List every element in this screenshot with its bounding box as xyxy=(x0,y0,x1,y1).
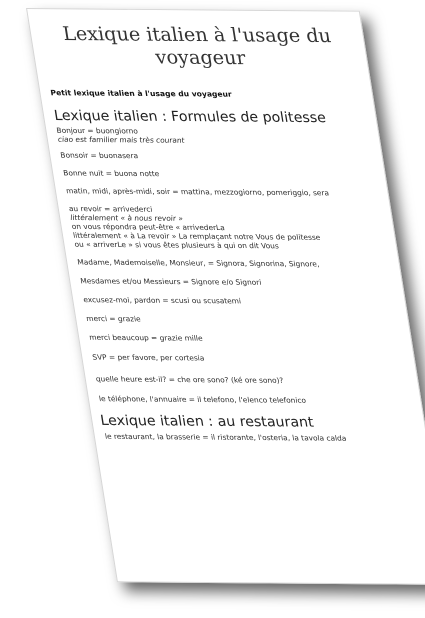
lexicon-note: littéralement « à nous revoir » xyxy=(69,213,184,223)
lexicon-line: SVP = per favore, per cortesia xyxy=(91,352,205,363)
lexicon-line: littéralement « à La revoir » La remplaçant notre Vous de politesse xyxy=(72,230,321,242)
lexicon-line: Bonne nuit = buona notte xyxy=(62,168,160,179)
lexicon-line: au revoir = arrivederci xyxy=(68,204,154,214)
page-title: Lexique italien à l'usage du voyageur xyxy=(61,23,333,70)
lexicon-line: Bonjour = buongiorno xyxy=(55,125,139,136)
page-subtitle: Petit lexique italien à l'usage du voyageur xyxy=(49,88,233,99)
lexicon-line: le restaurant, la brasserie = il ristorante, l'osteria, la tavola calda xyxy=(104,431,347,443)
lexicon-note: ciao est familier mais très courant xyxy=(57,134,186,145)
lexicon-line: on vous répondra peut-être « arrivederLa xyxy=(70,221,226,233)
lexicon-line: le téléphone, l'annuaire = il telefono, l'elenco telefonico xyxy=(98,394,307,405)
lexicon-line: ou « arriverLe » si vous êtes plusieurs à qui on dit Vous xyxy=(73,239,280,251)
section-heading-restaurant: Lexique italien : au restaurant xyxy=(99,413,315,431)
lexicon-line: merci beaucoup = grazie mille xyxy=(88,332,204,343)
lexicon-line: merci = grazie xyxy=(85,314,142,324)
lexicon-line: quelle heure est-il? = che ore sono? (ké ore sono)? xyxy=(95,374,285,385)
lexicon-line: matin, midi, après-midi, soir = mattina, mezzogiorno, pomeriggio, sera xyxy=(65,186,330,198)
lexicon-line: Madame, Mademoiselle, Monsieur, = Signora, Signorina, Signore, xyxy=(76,257,320,269)
lexicon-line: Mesdames et/ou Messieurs = Signore e/o Signori xyxy=(79,276,262,287)
lexicon-line: Bonsoir = buonasera xyxy=(59,150,139,161)
section-heading-politesse: Lexique italien : Formules de politesse xyxy=(52,108,328,127)
lexicon-line: excusez-moi, pardon = scusi ou scusatemi xyxy=(82,295,242,306)
document-page xyxy=(26,8,425,585)
